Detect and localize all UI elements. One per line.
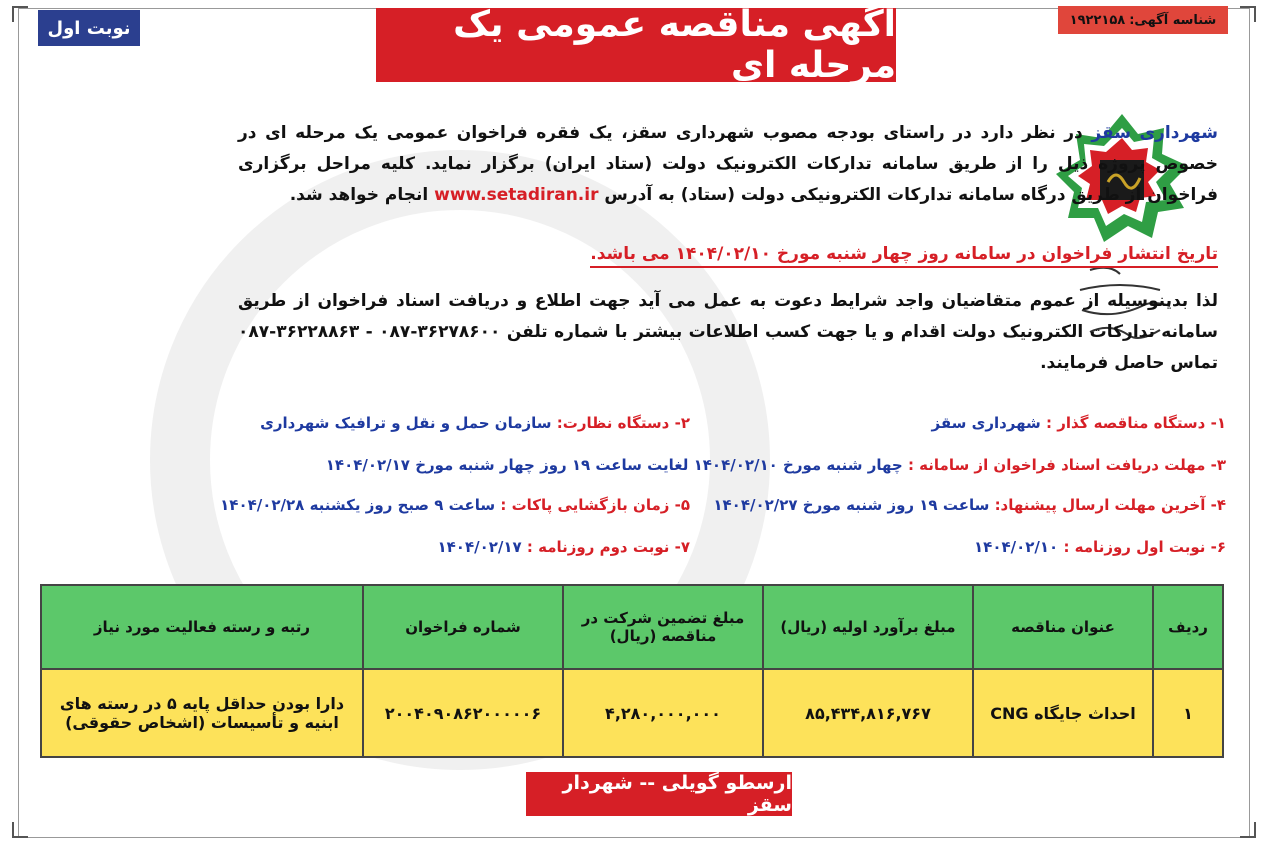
- publish-date-line: تاریخ انتشار فراخوان در سامانه روز چهار شنبه مورخ ۱۴۰۴/۰۲/۱۰ می باشد.: [590, 244, 1218, 268]
- corner-ornament-bottom-right: [1240, 822, 1256, 838]
- organization-name: شهرداری سقز: [1091, 123, 1218, 143]
- item-5-label: ۵- زمان بازگشایی پاکات :: [500, 496, 690, 514]
- item-1: [931, 414, 1226, 432]
- item-5: [220, 496, 690, 514]
- item-4: [713, 496, 1226, 514]
- item-1-label: ۱- دستگاه مناقصه گذار :: [1046, 414, 1226, 432]
- ad-title: آگهی مناقصه عمومی یک مرحله ای: [376, 8, 896, 82]
- table-cell: ۲۰۰۴۰۹۰۸۶۲۰۰۰۰۰۶: [363, 669, 563, 757]
- table-cell: ۴,۲۸۰,۰۰۰,۰۰۰: [563, 669, 763, 757]
- website-link[interactable]: www.setadiran.ir: [434, 185, 599, 205]
- corner-ornament-bottom-left: [12, 822, 28, 838]
- item-2-value: سازمان حمل و نقل و ترافیک شهرداری: [260, 414, 552, 432]
- nobat-badge: نوبت اول: [38, 10, 140, 46]
- corner-ornament-top-left: [12, 6, 28, 22]
- table-cell: ۸۵,۴۳۴,۸۱۶,۷۶۷: [763, 669, 973, 757]
- header-cell: ردیف: [1153, 585, 1223, 669]
- intro-text-1: در نظر دارد در راستای بودجه مصوب شهرداری سقز، یک فقره فراخوان عمومی یک مرحله ای در خصوص پروژه ذیل را از طریق سامانه تدارکات الکترونیک دولت (ستاد ایران) برگزار نماید. کلیه مراحل برگزاری فراخوان از طریق درگاه سامانه تدارکات الکترونیکی دولت (ستاد) به آدرس: [238, 123, 1218, 205]
- item-1-value: شهرداری سقز: [931, 414, 1041, 432]
- item-7-label: ۷- نوبت دوم روزنامه :: [526, 538, 690, 556]
- table-cell: ۱: [1153, 669, 1223, 757]
- table-row: [41, 669, 1223, 757]
- tender-table: [40, 584, 1224, 758]
- ad-id-label: شناسه آگهی:: [1129, 12, 1217, 28]
- item-3: [326, 456, 1226, 474]
- header-cell: شماره فراخوان: [363, 585, 563, 669]
- intro-text-2: انجام خواهد شد.: [289, 185, 435, 205]
- item-7-value: ۱۴۰۴/۰۲/۱۷: [437, 538, 522, 556]
- item-2-label: ۲- دستگاه نظارت:: [556, 414, 690, 432]
- table-cell: دارا بودن حداقل پایه ۵ در رسته های ابنیه و تأسیسات (اشخاص حقوقی): [41, 669, 363, 757]
- item-3-label: ۳- مهلت دریافت اسناد فراخوان از سامانه :: [907, 456, 1226, 474]
- item-6: [974, 538, 1226, 556]
- intro-paragraph: [238, 118, 1218, 211]
- item-6-label: ۶- نوبت اول روزنامه :: [1063, 538, 1226, 556]
- header-cell: عنوان مناقصه: [973, 585, 1153, 669]
- table-cell: احداث جایگاه CNG: [973, 669, 1153, 757]
- item-4-value: ساعت ۱۹ روز شنبه مورخ ۱۴۰۴/۰۲/۲۷: [713, 496, 990, 514]
- item-6-value: ۱۴۰۴/۰۲/۱۰: [974, 538, 1059, 556]
- item-2: [260, 414, 690, 432]
- header-cell: رتبه و رسته فعالیت مورد نیاز: [41, 585, 363, 669]
- invitation-paragraph: لذا بدینوسیله از عموم متقاضیان واجد شرایط دعوت به عمل می آید جهت اطلاع و دریافت اسناد فراخوان از طریق سامانه تدارکات الکترونیک دولت اقدام و یا جهت کسب اطلاعات بیشتر با شماره تلفن ۳۶۲۷۸۶۰۰-۰۸۷ - ۳۶۲۲۸۸۶۳-۰۸۷ تماس حاصل فرمایند.: [238, 291, 1218, 373]
- item-5-value: ساعت ۹ صبح روز یکشنبه ۱۴۰۴/۰۲/۲۸: [220, 496, 496, 514]
- corner-ornament-top-right: [1240, 6, 1256, 22]
- item-4-label: ۴- آخرین مهلت ارسال پیشنهاد:: [994, 496, 1226, 514]
- ad-id-value: ۱۹۲۲۱۵۸: [1069, 12, 1126, 28]
- header-cell: مبلغ تضمین شرکت در مناقصه (ریال): [563, 585, 763, 669]
- mayor-signature-box: ارسطو گویلی -- شهردار سقز: [526, 772, 792, 816]
- item-3-value: چهار شنبه مورخ ۱۴۰۴/۰۲/۱۰ لغایت ساعت ۱۹ روز چهار شنبه مورخ ۱۴۰۴/۰۲/۱۷: [325, 456, 903, 474]
- ad-id-badge: [1058, 6, 1228, 34]
- header-cell: مبلغ برآورد اولیه (ریال): [763, 585, 973, 669]
- item-7: [437, 538, 690, 556]
- table-header-row: [41, 585, 1223, 669]
